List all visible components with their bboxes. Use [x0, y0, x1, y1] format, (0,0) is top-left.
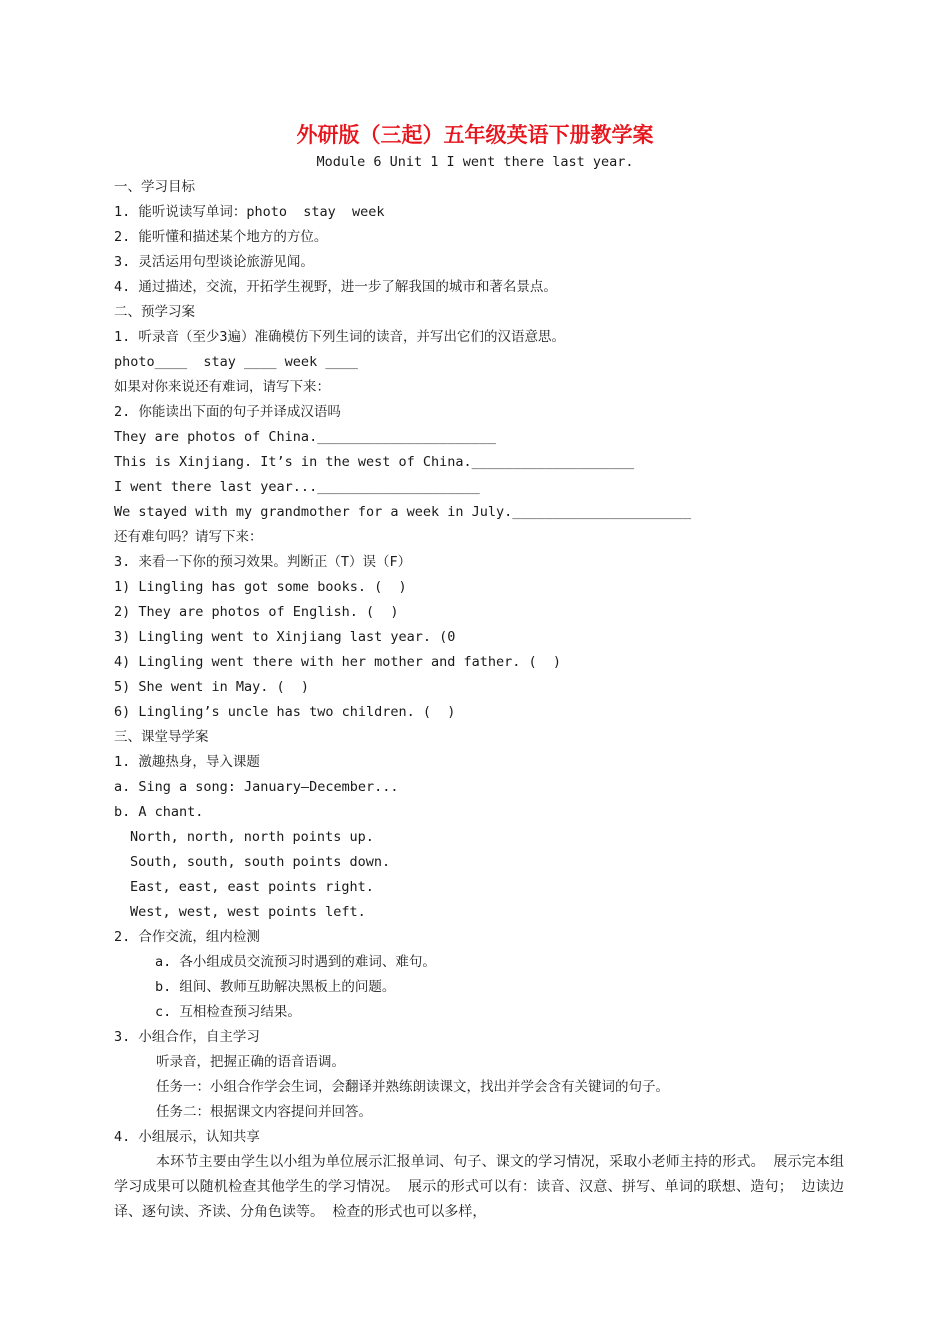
chant-line-2: South, south, south points down.	[130, 854, 391, 870]
document-body	[114, 175, 844, 1225]
step-4-heading: 4. 小组展示，认知共享	[114, 1129, 260, 1145]
goal-4: 4. 通过描述，交流，开拓学生视野，进一步了解我国的城市和著名景点。	[114, 279, 557, 295]
section-heading-goals: 一、学习目标	[114, 179, 195, 195]
step-2-item-b: b. 组间、教师互助解决黑板上的问题。	[155, 979, 396, 995]
chant-line-1: North, north, north points up.	[130, 829, 374, 845]
step-3-item-1: 听录音，把握正确的语音语调。	[156, 1054, 345, 1070]
step-3-item-2: 任务一：小组合作学会生词，会翻译并熟练朗读课文，找出并学会含有关键词的句子。	[156, 1079, 669, 1095]
tf-item-1: 1) Lingling has got some books. ( )	[114, 579, 407, 595]
chant-line-4: West, west, west points left.	[130, 904, 366, 920]
difficult-words-prompt: 如果对你来说还有难词，请写下来：	[114, 379, 330, 395]
step-1-heading: 1. 激趣热身，导入课题	[114, 754, 260, 770]
tf-item-5: 5) She went in May. ( )	[114, 679, 310, 695]
document-title: 外研版（三起）五年级英语下册教学案	[296, 122, 654, 147]
vocab-blanks: photo____ stay ____ week ____	[114, 354, 358, 370]
step-4-paragraph: 本环节主要由学生以小组为单位展示汇报单词、句子、课文的学习情况，采取小老师主持的形式。 展示完本组学习成果可以随机检查其他学生的学习情况。 展示的形式可以有：读音、汉意、拼写、单词的联想、造句； 边读边译、逐句读、齐读、分角色读等。 检查的形式也可以多样，	[114, 1154, 844, 1220]
sentence-2: This is Xinjiang. It’s in the west of China.____________________	[114, 454, 635, 470]
step-1-song: a. Sing a song: January—December...	[114, 779, 399, 795]
sentence-1: They are photos of China.______________________	[114, 429, 497, 445]
step-1-chant: b. A chant.	[114, 804, 204, 820]
tf-item-6: 6) Lingling’s uncle has two children. ( )	[114, 704, 456, 720]
section-heading-classroom: 三、课堂导学案	[114, 729, 209, 745]
document-subtitle: Module 6 Unit 1 I went there last year.	[316, 154, 634, 170]
preview-task-3: 3. 来看一下你的预习效果。判断正（T）误（F）	[114, 554, 412, 570]
tf-item-4: 4) Lingling went there with her mother and father. ( )	[114, 654, 562, 670]
tf-item-3: 3) Lingling went to Xinjiang last year. (0	[114, 629, 456, 645]
sentence-4: We stayed with my grandmother for a week in July.______________________	[114, 504, 692, 520]
section-heading-preview: 二、预学习案	[114, 304, 195, 320]
preview-task-1: 1. 听录音（至少3遍）准确模仿下列生词的读音，并写出它们的汉语意思。	[114, 329, 566, 345]
step-2-heading: 2. 合作交流，组内检测	[114, 929, 260, 945]
goal-1: 1. 能听说读写单词：photo stay week	[114, 204, 385, 220]
goal-2: 2. 能听懂和描述某个地方的方位。	[114, 229, 328, 245]
sentence-3: I went there last year...____________________	[114, 479, 480, 495]
goal-3: 3. 灵活运用句型谈论旅游见闻。	[114, 254, 314, 270]
chant-line-3: East, east, east points right.	[130, 879, 374, 895]
preview-task-2: 2. 你能读出下面的句子并译成汉语吗	[114, 404, 341, 420]
difficult-sentences-prompt: 还有难句吗？请写下来：	[114, 529, 263, 545]
step-3-heading: 3. 小组合作，自主学习	[114, 1029, 260, 1045]
step-3-item-3: 任务二：根据课文内容提问并回答。	[156, 1104, 372, 1120]
step-2-item-a: a. 各小组成员交流预习时遇到的难词、难句。	[155, 954, 436, 970]
tf-item-2: 2) They are photos of English. ( )	[114, 604, 399, 620]
step-2-item-c: c. 互相检查预习结果。	[155, 1004, 301, 1020]
